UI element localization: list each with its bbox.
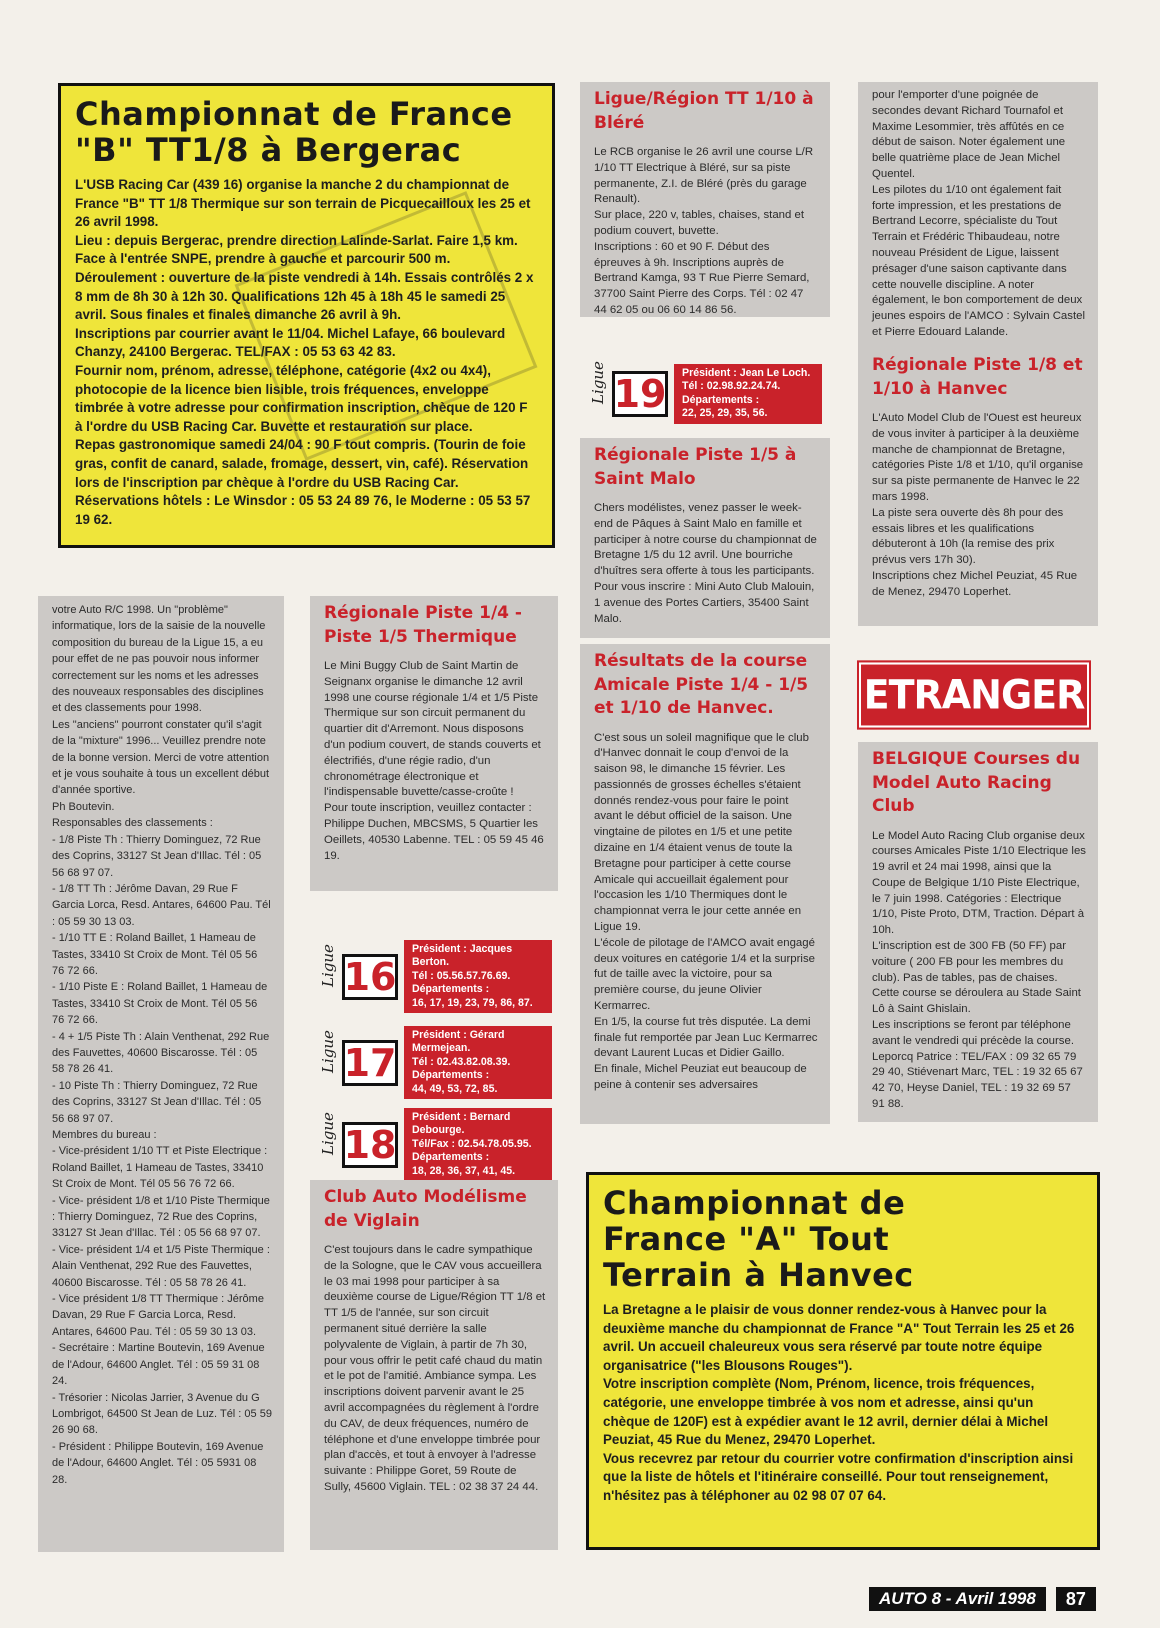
resultats-hanvec-body: C'est sous un soleil magnifique que le club d'Hanvec donnait le coup d'envoi de la saison 98, le dimanche 15 février. Les passionnés de grosses échelles s'étaient donnés rendez-vous pour faire le point avant le début officiel de la saison. Une vingtaine de pilotes en 1/5 et une petite dizaine en 1/4 étaient venus de toute la Bretagne pour participer à cette course Amicale qui accueillait également pour l'occasion les 1/10 Thermiques dont le championnat verra le jour cette année en Ligue 19. L'école de pilotage de l'AMCO avait engagé deux voitures en catégorie 1/4 et la surprise fut de taille avec la victoire, pour sa première course, du jeune Olivier Kermarrec. En 1/5, la course fut très disputée. La demi finale fut remportée par Jean Luc Kermarrec devant Laurent Lucas et Didier Gaillo. En finale, Michel Peuziat eut beaucoup de peine à contenir ses adversaires <box>594 731 818 1092</box>
saint-malo-article <box>580 438 830 638</box>
ligue-16-badge <box>318 940 552 1013</box>
saint-malo-title: Régionale Piste 1/5 à Saint Malo <box>594 445 797 489</box>
club-viglain-article <box>310 1180 558 1550</box>
ligue15-body: votre Auto R/C 1998. Un "problème" informatique, lors de la saisie de la nouvelle composition du bureau de la Ligue 15, a eu pour effet de ne pas pouvoir nous informer correctement sur les noms et les adresses des nouveaux responsables des disciplines et des classements pour 1998. Les "anciens" pourront constater qu'il s'agit de la "mixture" 1996... Veuillez prendre note de la bonne version. Merci de votre attention et je vous souhaite à tous un excellent début d'année sportive. Ph Boutevin. Responsables des classements : - 1/8 Piste Th : Thierry Dominguez, 72 Rue des Coprins, 33127 St Jean d'Illac. Tél : 05 56 68 97 07. - 1/8 TT Th : Jérôme Davan, 29 Rue F Garcia Lorca, Resd. Antares, 64600 Pau. Tél : 05 59 30 13 03. - 1/10 TT E : Roland Baillet, 1 Hameau de Tastes, 33410 St Croix de Mont. Tél 05 56 76 72 66. - 1/10 Piste E : Roland Baillet, 1 Hameau de Tastes, 33410 St Croix de Mont. Tél 05 56 76 72 66. - 4 + 1/5 Piste Th : Alain Venthenat, 292 Rue des Fauvettes, 40600 Biscarosse. Tél : 05 58 78 26 41. - 10 Piste Th : Thierry Dominguez, 72 Rue des Coprins, 33127 St Jean d'Illac. Tél : 05 56 68 97 07. Membres du bureau : - Vice-président 1/10 TT et Piste Electrique : Roland Baillet, 1 Hameau de Tastes, 33410 St Croix de Mont. Tél 05 56 76 72 66. - Vice- président 1/8 et 1/10 Piste Thermique : Thierry Dominguez, 72 Rue des Coprins, 33127 St Jean d'Illac. Tél : 05 56 68 97 07. - Vice- président 1/4 et 1/5 Piste Thermique : Alain Venthenat, 292 Rue des Fauvettes, 40600 Biscarosse. Tél : 05 58 78 26 41. - Vice président 1/8 TT Thermique : Jérôme Davan, 29 Rue F Garcia Lorca, Resd. Antares, 64600 Pau. Tél : 05 59 30 13 03. - Secrétaire : Martine Boutevin, 169 Avenue de l'Adour, 64600 Anglet. Tél : 05 59 31 08 24. - Trésorier : Nicolas Jarrier, 3 Avenue du G Lombrigot, 64500 St Jean de Luz. Tél : 05 59 26 90 68. - Président : Philippe Boutevin, 169 Avenue de l'Adour, 64600 Anglet. Tél : 05 5931 08 28. <box>52 604 272 1486</box>
ligue-16-number: 16 <box>343 954 397 999</box>
ligue-19-info: Président : Jean Le Loch. Tél : 02.98.92.24.74. Départements : 22, 25, 29, 35, 56. <box>674 364 822 424</box>
club-viglain-title: Club Auto Modélisme de Viglain <box>324 1187 527 1231</box>
championnat-a-title: Championnat de France "A" Tout Terrain à Hanvec <box>603 1184 914 1294</box>
ligue-17-number: 17 <box>343 1040 397 1085</box>
page-footer <box>869 1587 1096 1611</box>
championnat-a-box <box>586 1172 1100 1550</box>
ligue-16-info: Président : Jacques Berton. Tél : 05.56.57.76.69. Départements : 16, 17, 19, 23, 79, 86, 87. <box>404 940 552 1013</box>
page-number: 87 <box>1056 1587 1096 1611</box>
ligue-16-word: Ligue <box>319 943 337 987</box>
resultats-hanvec-article <box>580 644 830 1124</box>
ligue-blere-title: Ligue/Région TT 1/10 à Bléré <box>594 89 814 133</box>
championnat-b-body: L'USB Racing Car (439 16) organise la manche 2 du championnat de France "B" TT 1/8 Thermique sur son terrain de Picquecailloux les 25 et 26 avril 1998. Lieu : depuis Bergerac, prendre direction Lalinde-Sarlat. Faire 1,5 km. Face à l'entrée SNPE, prendre à gauche et parcourir 500 m. Déroulement : ouverture de la piste vendredi à 14h. Essais contrôlés 2 x 8 mm de 8h 30 à 12h 30. Qualifications 12h 45 à 18h 45 le samedi 25 avril. Sous finales et finales dimanche 26 avril à 9h. Inscriptions par courrier avant le 11/04. Michel Lafaye, 66 boulevard Chanzy, 24100 Bergerac. TEL/FAX : 05 53 63 42 83. Fournir nom, prénom, adresse, téléphone, catégorie (4x2 ou 4x4), photocopie de la licence bien lisible, trois fréquences, enveloppe timbrée à votre adresse pour confirmation inscription, chèque de 120 F à l'ordre du USB Racing Car. Buvette et restauration sur place. Repas gastronomique samedi 24/04 : 90 F tout compris. (Tourin de foie gras, confit de canard, salade, fromage, dessert, vin, café). Réservation lors de l'inscription par chèque à l'ordre du USB Racing Car. Réservations hôtels : Le Winsdor : 05 53 24 89 76, le Moderne : 05 53 57 19 62. <box>75 177 534 527</box>
ligue-18-badge <box>318 1108 552 1181</box>
ligue-18-number: 18 <box>343 1122 397 1167</box>
club-viglain-body: C'est toujours dans le cadre sympathique de la Sologne, que le CAV vous accueillera le 03 mai 1998 pour participer à sa deuxième course de Ligue/Région TT 1/8 et TT 1/5 de l'année, sur son circuit permanent situé derrière la salle polyvalente de Viglain, à partir de 7h 30, pour vous offrir le petit café chaud du matin et le pot de l'amitié. Ambiance sympa. Les inscriptions doivent parvenir avant le 25 avril accompagnées du règlement à l'ordre du CAV, de deux fréquences, numéro de téléphone et d'une enveloppe timbrée pour plan d'accès, et tout à envoyer à l'adresse suivante : Philippe Goret, 59 Route de Sully, 45600 Viglain. TEL : 02 38 37 24 44. <box>324 1244 546 1493</box>
etranger-banner: ETRANGER <box>859 662 1089 727</box>
regionale-hanvec-article <box>858 348 1098 626</box>
ligue-17-badge <box>318 1026 552 1099</box>
regionale-quart-body: Le Mini Buggy Club de Saint Martin de Seignanx organise le dimanche 12 avril 1998 une course régionale 1/4 et 1/5 Piste Thermique sur son circuit permanent du quartier dit d'Arremont. Nous disposons d'un podium couvert, de stands couverts et électrifiés, d'une régie radio, d'un chronométrage électronique et l'indispensable buvette/casse-croûte ! Pour toute inscription, veuillez contacter : Philippe Duchen, MBCSMS, 5 Quartier les Oeillets, 40530 Labenne. TEL : 05 59 45 46 19. <box>324 660 544 862</box>
championnat-a-body: La Bretagne a le plaisir de vous donner rendez-vous à Hanvec pour la deuxième manche du championnat de France "A" Tout Terrain les 25 et 26 avril. Un accueil chaleureux vous sera réservé par toute notre équipe organisatrice ("les Blousons Rouges"). Votre inscription complète (Nom, Prénom, licence, trois fréquences, catégorie, une enveloppe timbrée à vos nom et adresse, ainsi qu'un chèque de 120F) est à expédier avant le 12 avril, dernier délai à Michel Peuziat, 45 Rue du Menez, 29470 Loperhet. Vous recevrez par retour du courrier votre confirmation d'inscription ainsi que la liste de hôtels et l'itinéraire conseillé. Pour tout renseignement, n'hésitez pas à téléphoner au 02 98 07 07 64. <box>603 1302 1075 1503</box>
regionale-quart-title: Régionale Piste 1/4 - Piste 1/5 Thermique <box>324 603 522 647</box>
ligue-18-word: Ligue <box>319 1111 337 1155</box>
belgique-article <box>858 742 1098 1122</box>
belgique-title: BELGIQUE Courses du Model Auto Racing Club <box>872 749 1081 816</box>
suite-hanvec-article <box>858 82 1098 348</box>
belgique-body: Le Model Auto Racing Club organise deux courses Amicales Piste 1/10 Electrique les 19 avril et 24 mai 1998, ainsi que la Coupe de Belgique 1/10 Piste Electrique, le 7 juin 1998. Catégories : Electrique 1/10, Piste Proto, DTM, Traction. Départ à 10h. L'inscription est de 300 FB (50 FF) par voiture ( 200 FB pour les membres du club). Pas de tables, pas de chaises. Cette course se déroulera au Stade Saint Lô à Saint Ghislain. Les inscriptions se feront par téléphone avant le vendredi qui précède la course. Leporcq Patrice : TEL/FAX : 09 32 65 79 29 40, Stiévenart Marc, TEL : 19 32 65 67 42 70, Heyse Daniel, TEL : 19 32 69 57 91 88. <box>872 829 1086 1111</box>
championnat-b-title: Championnat de France "B" TT1/8 à Bergerac <box>75 95 513 169</box>
ligue-blere-article <box>580 82 830 317</box>
ligue-17-info: Président : Gérard Mermejean. Tél : 02.43.82.08.39. Départements : 44, 49, 53, 72, 85. <box>404 1026 552 1099</box>
regionale-quart-article <box>310 596 558 891</box>
magazine-label: AUTO 8 - Avril 1998 <box>869 1587 1046 1611</box>
ligue-blere-body: Le RCB organise le 26 avril une course L/R 1/10 TT Electrique à Bléré, sur sa piste permanente, Z.I. de Bléré (près du garage Renault). Sur place, 220 v, tables, chaises, stand et podium couvert, buvette. Inscriptions : 60 et 90 F. Début des épreuves à 9h. Inscriptions auprès de Bertrand Kamga, 93 T Rue Pierre Semard, 37700 Saint Pierre des Corps. Tél : 02 47 44 62 05 ou 06 60 14 86 56. <box>594 146 814 316</box>
ligue-17-word: Ligue <box>319 1029 337 1073</box>
suite-hanvec-body: pour l'emporter d'une poignée de secondes devant Richard Tournafol et Maxime Lesommier, très affûtés en ce début de saison. Noter également une belle quatrième place de Jean Michel Quentel. Les pilotes du 1/10 ont également fait forte impression, et les prestations de Bertrand Lecorre, spécialiste du Tout Terrain et Frédéric Thibaudeau, notre nouveau Président de Ligue, laissent présager d'une saison captivante dans cette nouvelle discipline. A noter également, le bon comportement de deux jeunes espoirs de l'AMCO : Sylvain Castel et Pierre Edouard Lalande. <box>872 89 1085 338</box>
regionale-hanvec-title: Régionale Piste 1/8 et 1/10 à Hanvec <box>872 355 1083 399</box>
saint-malo-body: Chers modélistes, venez passer le week-end de Pâques à Saint Malo en famille et participer à notre course du championnat de Bretagne 1/5 du 12 avril. Une bourriche d'huîtres sera offerte à tous les participants. Pour vous inscrire : Mini Auto Club Malouin, 1 avenue des Portes Cartiers, 35400 Saint Malo. <box>594 502 817 625</box>
ligue15-article <box>38 596 284 1552</box>
ligue-19-word: Ligue <box>589 360 607 404</box>
ligue-19-number: 19 <box>613 371 667 416</box>
championnat-b-box <box>58 83 555 548</box>
ligue-18-info: Président : Bernard Debourge. Tél/Fax : 02.54.78.05.95. Départements : 18, 28, 36, 37, 41, 45. <box>404 1108 552 1181</box>
regionale-hanvec-body: L'Auto Model Club de l'Ouest est heureux de vous inviter à participer à la deuxième manche de championnat de Bretagne, catégories Piste 1/8 et 1/10, qu'il organise sur sa piste permanente de Hanvec le 22 mars 1998. La piste sera ouverte dès 8h pour des essais libres et les qualifications débuteront à 10h (la remise des prix prévus vers 17h 30). Inscriptions chez Michel Peuziat, 45 Rue de Menez, 29470 Loperhet. <box>872 412 1084 598</box>
ligue-19-badge <box>588 360 822 424</box>
resultats-hanvec-title: Résultats de la course Amicale Piste 1/4 - 1/5 et 1/10 de Hanvec. <box>594 651 809 718</box>
